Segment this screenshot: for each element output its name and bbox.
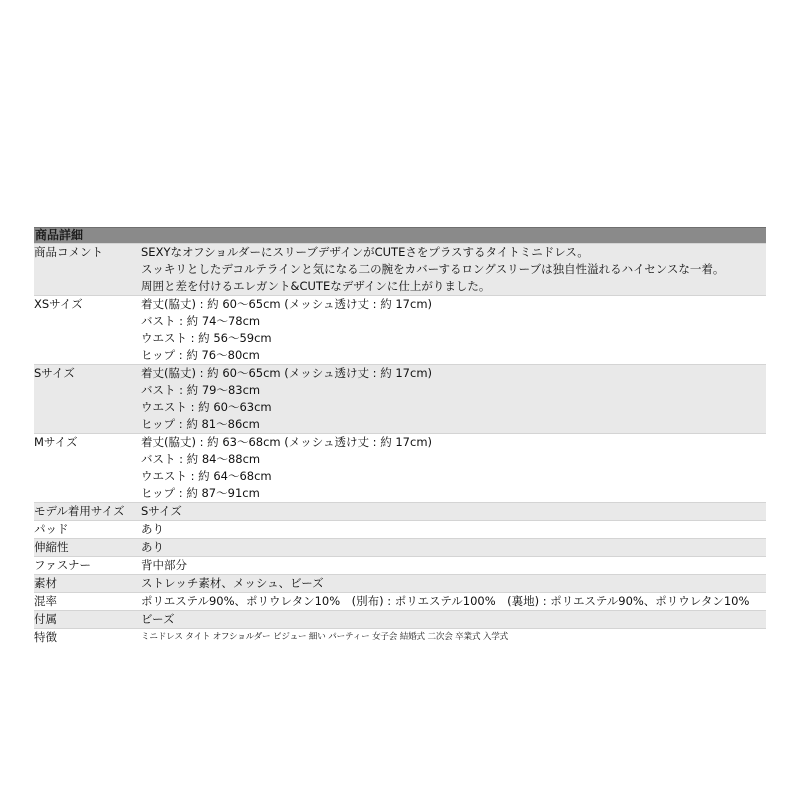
row-label: Sサイズ bbox=[34, 366, 75, 380]
row-label: 素材 bbox=[34, 576, 57, 590]
row-label: 混率 bbox=[34, 594, 57, 608]
row-accessory bbox=[34, 610, 766, 628]
row-fastener bbox=[34, 556, 766, 574]
size-line: ヒップ : 約 87～91cm bbox=[141, 486, 260, 500]
row-label: Mサイズ bbox=[34, 435, 78, 449]
row-s-size bbox=[34, 364, 766, 433]
size-line: ヒップ : 約 76～80cm bbox=[141, 348, 260, 362]
feature-tags: ミニドレス タイト オフショルダー ビジュー 細い パーティー 女子会 結婚式 二次会 卒業式 入学式 bbox=[141, 632, 509, 642]
size-line: ウエスト : 約 60～63cm bbox=[141, 400, 272, 414]
product-details-table bbox=[34, 227, 766, 646]
row-label: 特徴 bbox=[34, 630, 57, 644]
row-value bbox=[141, 575, 766, 592]
row-value bbox=[141, 611, 766, 628]
row-blend-ratio bbox=[34, 592, 766, 610]
row-value bbox=[141, 539, 766, 556]
comment-line: スッキリとしたデコルテラインと気になる二の腕をカバーするロングスリーブは独自性溢れるハイセンスな一着。 bbox=[141, 262, 725, 276]
row-value bbox=[141, 503, 766, 520]
row-label: 商品コメント bbox=[34, 245, 103, 259]
value-line: あり bbox=[141, 522, 164, 536]
value-line: Sサイズ bbox=[141, 504, 182, 518]
row-product-comment bbox=[34, 243, 766, 295]
row-value bbox=[141, 593, 766, 610]
comment-line: 周囲と差を付けるエレガント&CUTEなデザインに仕上がりました。 bbox=[141, 279, 491, 293]
row-value bbox=[141, 365, 766, 433]
row-value bbox=[141, 296, 766, 364]
value-line: ストレッチ素材、メッシュ、ビーズ bbox=[141, 576, 324, 590]
size-line: 着丈(脇丈) : 約 60～65cm (メッシュ透け丈 : 約 17cm) bbox=[141, 366, 433, 380]
row-label: 伸縮性 bbox=[34, 540, 69, 554]
row-model-size bbox=[34, 502, 766, 520]
size-line: バスト : 約 84～88cm bbox=[141, 452, 261, 466]
row-value bbox=[141, 434, 766, 502]
row-value bbox=[141, 521, 766, 538]
row-label: 付属 bbox=[34, 612, 57, 626]
value-line: あり bbox=[141, 540, 164, 554]
size-line: ウエスト : 約 56～59cm bbox=[141, 331, 272, 345]
row-material bbox=[34, 574, 766, 592]
size-line: ヒップ : 約 81～86cm bbox=[141, 417, 260, 431]
row-stretch bbox=[34, 538, 766, 556]
row-value bbox=[141, 557, 766, 574]
row-value bbox=[141, 244, 766, 295]
comment-line: SEXYなオフショルダーにスリーブデザインがCUTEさをプラスするタイトミニドレス。 bbox=[141, 245, 589, 259]
row-m-size bbox=[34, 433, 766, 502]
row-label: ファスナー bbox=[34, 558, 92, 572]
size-line: バスト : 約 79～83cm bbox=[141, 383, 261, 397]
row-features bbox=[34, 628, 766, 646]
value-line: ビーズ bbox=[141, 612, 175, 626]
value-line: 背中部分 bbox=[141, 558, 187, 572]
size-line: ウエスト : 約 64～68cm bbox=[141, 469, 272, 483]
row-pad bbox=[34, 520, 766, 538]
value-line: ポリエステル90%、ポリウレタン10% (別布) : ポリエステル100% (裏地) : ポリエステル90%、ポリウレタン10% bbox=[141, 594, 750, 608]
size-line: 着丈(脇丈) : 約 60～65cm (メッシュ透け丈 : 約 17cm) bbox=[141, 297, 433, 311]
row-label: モデル着用サイズ bbox=[34, 504, 125, 518]
size-line: バスト : 約 74～78cm bbox=[141, 314, 261, 328]
row-label: パッド bbox=[34, 522, 69, 536]
section-title: 商品詳細 bbox=[34, 227, 766, 243]
row-value bbox=[141, 629, 766, 646]
size-line: 着丈(脇丈) : 約 63～68cm (メッシュ透け丈 : 約 17cm) bbox=[141, 435, 433, 449]
row-xs-size bbox=[34, 295, 766, 364]
row-label: XSサイズ bbox=[34, 297, 83, 311]
